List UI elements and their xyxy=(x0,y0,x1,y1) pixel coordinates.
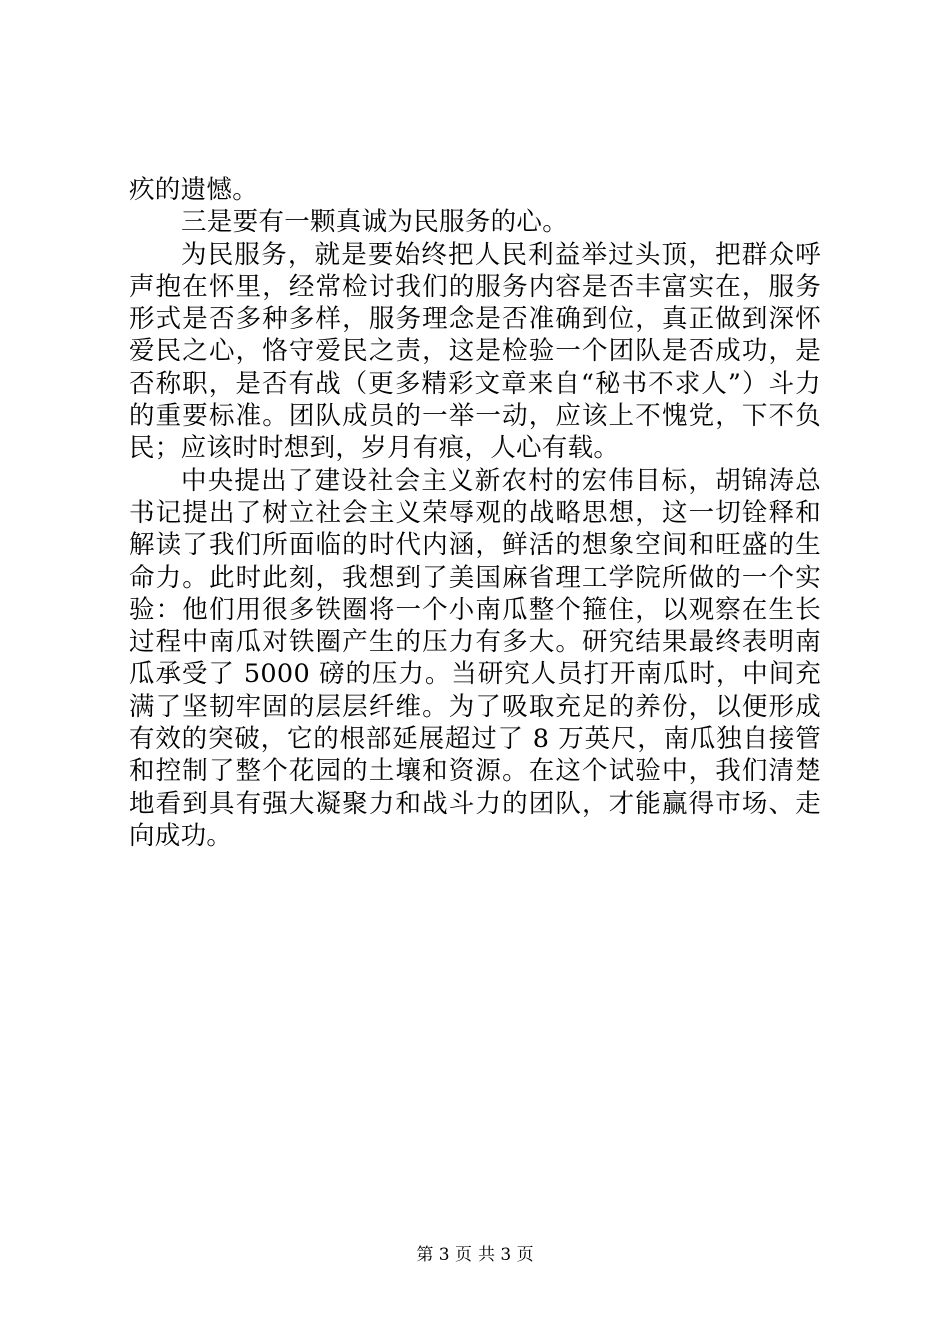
paragraph-pumpkin-experiment: 中央提出了建设社会主义新农村的宏伟目标，胡锦涛总书记提出了树立社会主义荣辱观的战略思想，这一切铨释和解读了我们所面临的时代内涵，鲜活的想象空间和旺盛的生命力。此时此刻，我想到了美国麻省理工学院所做的一个实验：他们用很多铁圈将一个小南瓜整个箍住，以观察在生长过程中南瓜对铁圈产生的压力有多大。研究结果最终表明南瓜承受了 5000 磅的压力。当研究人员打开南瓜时，中间充满了坚韧牢固的层层纤维。为了吸取充足的养份，以便形成有效的突破，它的根部延展超过了 8 万英尺，南瓜独自接管和控制了整个花园的土壤和资源。在这个试验中，我们清楚地看到具有强大凝聚力和战斗力的团队，才能赢得市场、走向成功。 xyxy=(129,465,821,851)
page-total: 共 3 页 xyxy=(478,1245,534,1265)
document-body xyxy=(129,174,821,852)
paragraph-serve-people: 为民服务，就是要始终把人民利益举过头顶，把群众呼声抱在怀里，经常检讨我们的服务内容是否丰富实在，服务形式是否多种多样，服务理念是否准确到位，真正做到深怀爱民之心，恪守爱民之责，这是检验一个团队是否成功，是否称职，是否有战（更多精彩文章来自“秘书不求人”）斗力的重要标准。团队成员的一举一动，应该上不愧党，下不负民；应该时时想到，岁月有痕，人心有载。 xyxy=(129,239,821,464)
paragraph-heading-point-three: 三是要有一颗真诚为民服务的心。 xyxy=(181,207,569,238)
page-footer xyxy=(0,1244,950,1266)
page-number: 第 3 页 xyxy=(416,1245,472,1265)
paragraph-continuation: 疚的遗憾。 xyxy=(129,175,259,205)
